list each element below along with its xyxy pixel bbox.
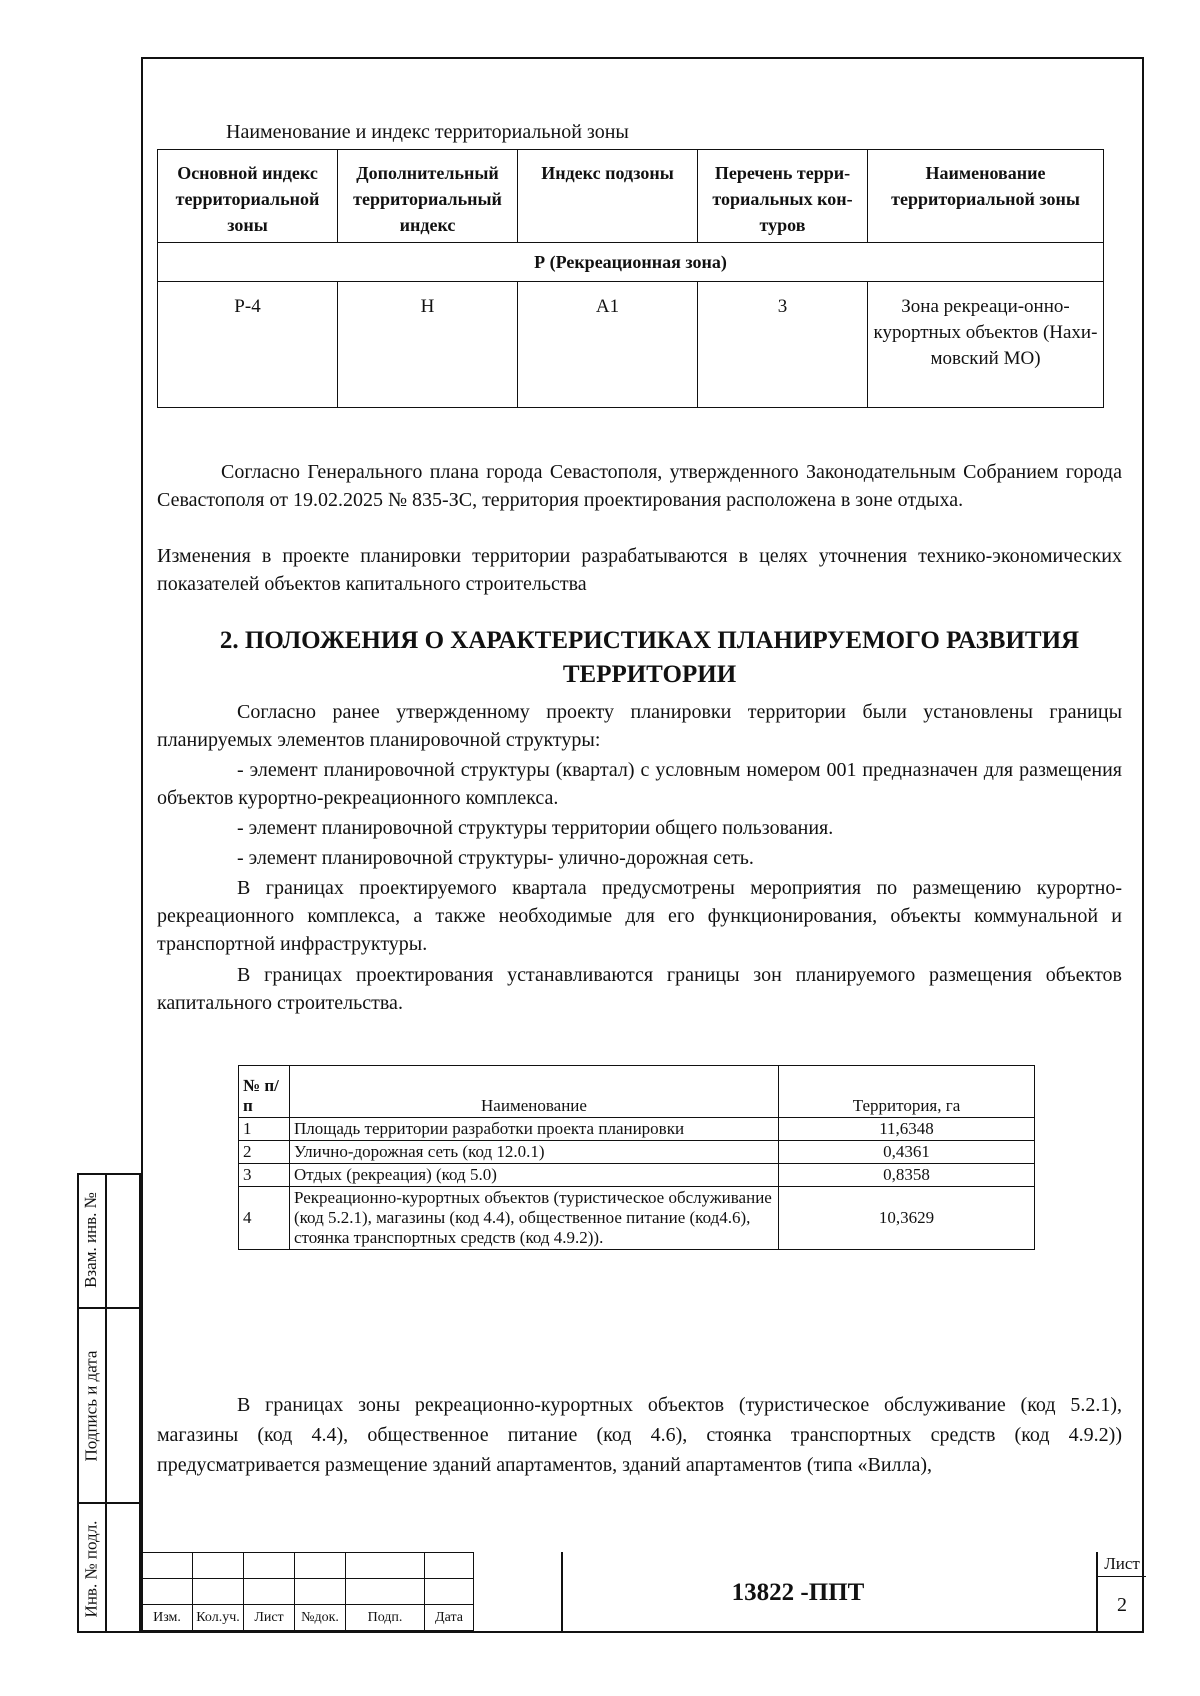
sheet-box — [1096, 1552, 1146, 1633]
bullet-public: - элемент планировочной структуры территории общего пользования. — [237, 817, 834, 839]
area-row-num: 4 — [239, 1187, 290, 1250]
area-row-name: Площадь территории разработки проекта планировки — [290, 1118, 779, 1141]
title-col-label: Лист — [244, 1605, 295, 1631]
area-table-row — [239, 1187, 1035, 1250]
side-label-original: Инв. № подл. — [81, 1520, 100, 1617]
zone-caption: Наименование и индекс территориальной зоны — [226, 121, 629, 143]
zone-header-cell: Перечень терри-ториальных кон-туров — [698, 150, 868, 243]
area-row-num: 1 — [239, 1118, 290, 1141]
paragraph-zones: В границах проектирования устанавливаются границы зон планируемого размещения объектов капитального строительства. — [157, 964, 1122, 1014]
section-heading: 2. ПОЛОЖЕНИЯ О ХАРАКТЕРИСТИКАХ ПЛАНИРУЕМОГО РАЗВИТИЯ ТЕРРИТОРИИ — [219, 627, 1080, 688]
area-row-value: 0,4361 — [779, 1141, 1035, 1164]
title-col-label: Изм. — [142, 1605, 193, 1631]
title-col-label: №док. — [295, 1605, 346, 1631]
zone-data-cell: Зона рекреаци-онно-курортных объектов (Нахи-мовский МО) — [868, 282, 1104, 408]
area-row-num: 3 — [239, 1164, 290, 1187]
paragraph-approved: Согласно ранее утвержденному проекту планировки территории были установлены границы планируемых элементов планировочной структуры: — [157, 701, 1122, 751]
zone-header-cell: Дополнительный территориальный индекс — [338, 150, 518, 243]
area-row-value: 0,8358 — [779, 1164, 1035, 1187]
bullet-roads: - элемент планировочной структуры- улично-дорожная сеть. — [237, 847, 754, 869]
zone-data-cell: 3 — [698, 282, 868, 408]
sheet-number: 2 — [1117, 1594, 1127, 1616]
side-label-signature: Подпись и дата — [81, 1350, 100, 1461]
area-header-area: Территория, га — [779, 1066, 1035, 1118]
area-table-row — [239, 1141, 1035, 1164]
paragraph-changes: Изменения в проекте планировки территории разрабатываются в целях уточнения технико-экономических показателей объектов капитального строительства — [157, 545, 1122, 595]
side-divider — [105, 1173, 107, 1633]
area-table-row — [239, 1118, 1035, 1141]
title-col-label: Кол.уч. — [193, 1605, 244, 1631]
paragraph-recreation-zone: В границах зоны рекреационно-курортных объектов (туристическое обслуживание (код 5.2.1), магазины (код 4.4), общественное питание (код 4.6), стоянка транспортных средств (код 4.9.2)) предусматривается размещение зданий апартаментов, зданий апартаментов (типа «Вилла), — [157, 1394, 1122, 1476]
zone-table-header — [158, 150, 1104, 243]
zone-header-cell: Индекс подзоны — [518, 150, 698, 243]
area-row-name: Рекреационно-курортных объектов (туристическое обслуживание (код 5.2.1), магазины (код 4.4), общественное питание (код4.6), стоянка транспортных средств (код 4.9.2)). — [290, 1187, 779, 1250]
side-stamp — [77, 1173, 141, 1633]
zone-data-cell: Н — [338, 282, 518, 408]
zone-group-cell: Р (Рекреационная зона) — [158, 243, 1104, 282]
document-code: 13822 -ППТ — [561, 1552, 1033, 1633]
zone-data-cell: Р-4 — [158, 282, 338, 408]
area-row-value: 10,3629 — [779, 1187, 1035, 1250]
paragraph-genplan: Согласно Генерального плана города Севастополя, утвержденного Законодательным Собранием города Севастополя от 19.02.2025 № 835-ЗС, территория проектирования расположена в зоне отдыха. — [157, 461, 1122, 511]
area-table-row — [239, 1164, 1035, 1187]
zone-group-row — [158, 243, 1104, 282]
area-table-header — [239, 1066, 1035, 1118]
zone-data-row — [158, 282, 1104, 408]
area-row-num: 2 — [239, 1141, 290, 1164]
title-block — [141, 1552, 1144, 1633]
zone-header-cell: Наименование территориальной зоны — [868, 150, 1104, 243]
title-col-label: Дата — [425, 1605, 474, 1631]
zone-header-cell: Основной индекс территориальной зоны — [158, 150, 338, 243]
title-block-grid — [141, 1552, 474, 1631]
side-label-replaced: Взам. инв. № — [81, 1192, 100, 1288]
area-header-num: № п/п — [239, 1066, 290, 1118]
zone-data-cell: А1 — [518, 282, 698, 408]
area-row-name: Улично-дорожная сеть (код 12.0.1) — [290, 1141, 779, 1164]
paragraph-quarter-measures: В границах проектируемого квартала предусмотрены мероприятия по размещению курортно-рекреационного комплекса, а также необходимые для его функционирования, объекты коммунальной и транспортной инфраструктуры. — [157, 877, 1122, 955]
area-header-name: Наименованиe — [290, 1066, 779, 1118]
zone-table — [157, 149, 1104, 408]
title-col-label: Подп. — [346, 1605, 425, 1631]
bullet-quarter: - элемент планировочной структуры (квартал) с условным номером 001 предназначен для размещения объектов курортно-рекреационного комплекса. — [157, 759, 1122, 809]
area-row-name: Отдых (рекреация) (код 5.0) — [290, 1164, 779, 1187]
area-row-value: 11,6348 — [779, 1118, 1035, 1141]
area-table — [238, 1065, 1035, 1250]
sheet-label: Лист — [1098, 1552, 1146, 1577]
